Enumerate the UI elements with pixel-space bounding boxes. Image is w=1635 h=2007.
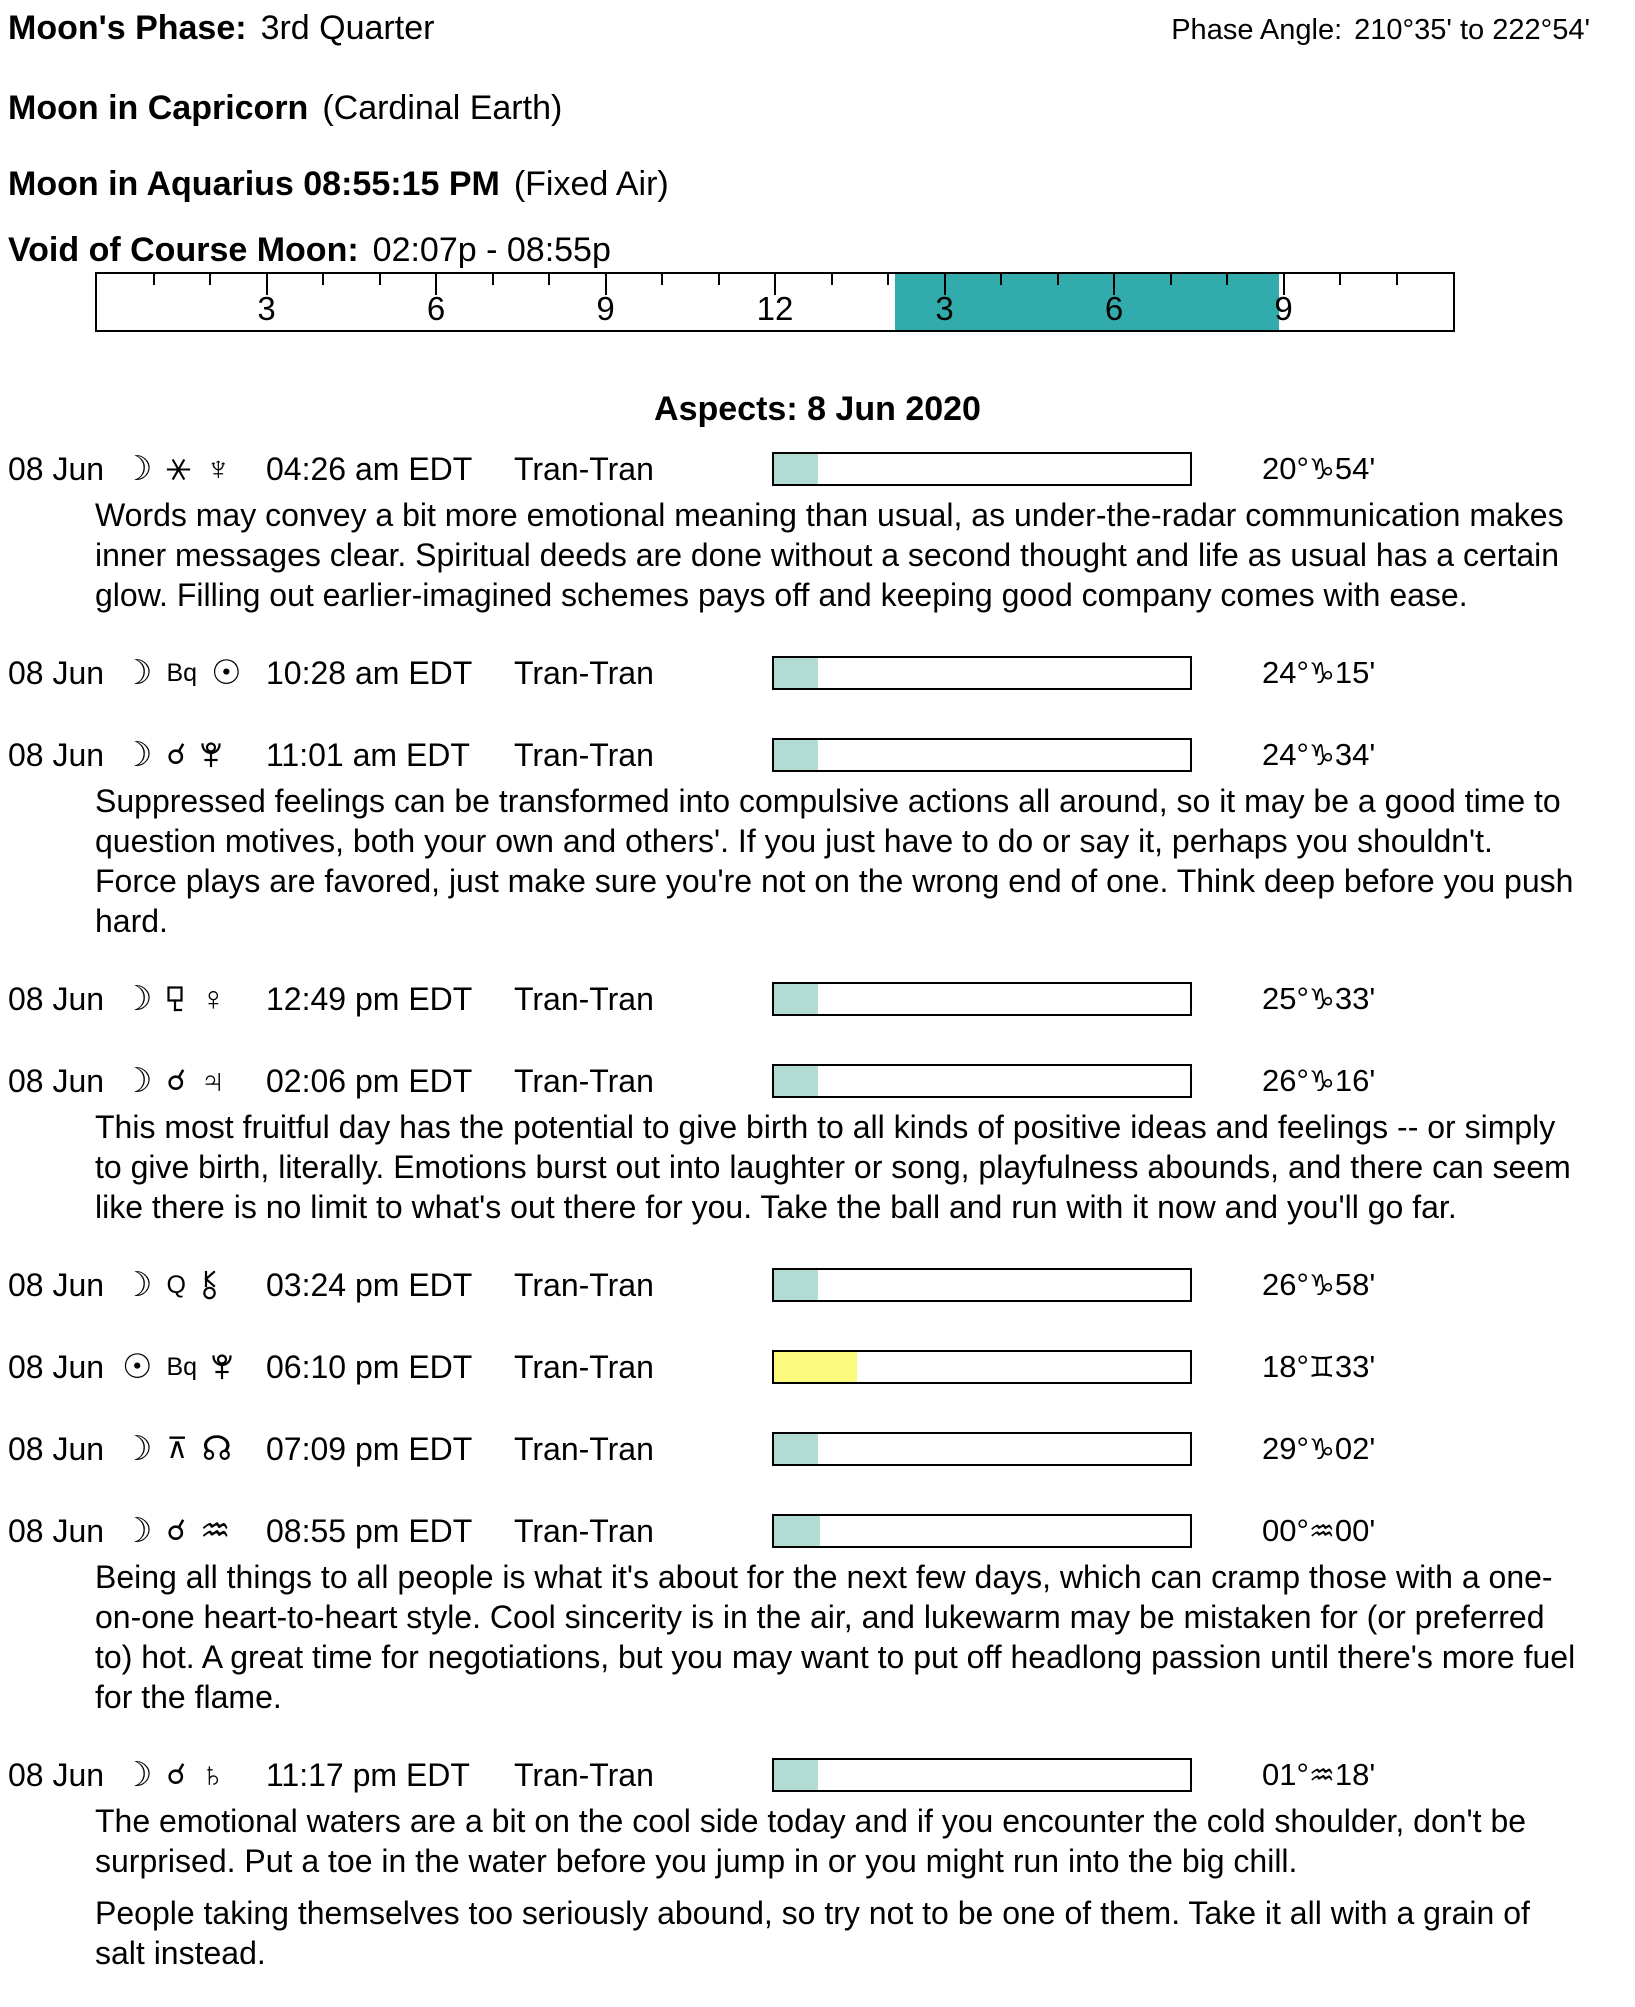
hour-tick — [1396, 274, 1398, 285]
aspect-row — [0, 1751, 1635, 1799]
aspect-interpretation: The emotional waters are a bit on the cool side today and if you encounter the cold shoulder, don't be surprised. Put a toe in the water before you jump in or you might run into the big chill. — [95, 1803, 1527, 1879]
capricorn-icon: ♑ — [1308, 1066, 1335, 1098]
orb-progress-fill — [774, 658, 818, 688]
orb-progress-fill — [774, 1434, 818, 1464]
hour-tick — [718, 274, 720, 285]
aspect-date: 08 Jun — [8, 980, 105, 1017]
moon-icon: ☽ — [122, 450, 153, 488]
pluto-icon — [200, 740, 222, 770]
hour-label: 6 — [1104, 290, 1124, 327]
aspect-date: 08 Jun — [8, 1266, 105, 1303]
hour-label: 9 — [1274, 290, 1293, 327]
aspect-interpretation: Words may convey a bit more emotional meaning than usual, as under-the-radar communication makes inner messages clear. Spiritual deeds are done without a second thought and life as usual has a certain glow. Filling out earlier-imagined schemes pays off and keeping good company comes with ease. — [95, 497, 1564, 613]
aspect-date: 08 Jun — [8, 1430, 105, 1467]
conjunction-icon: ☌ — [166, 1514, 186, 1547]
aspect-row — [0, 1057, 1635, 1105]
sun-icon: ☉ — [211, 654, 242, 692]
sun-icon: ☉ — [122, 1348, 153, 1386]
aspect-time: 07:09 pm EDT — [266, 1430, 473, 1467]
aspect-type: Tran-Tran — [514, 450, 654, 487]
aspects-title: Aspects: 8 Jun 2020 — [654, 390, 981, 428]
chiron-icon — [200, 1270, 220, 1300]
capricorn-icon: ♑ — [1308, 984, 1335, 1016]
capricorn-icon: ♑ — [1308, 1270, 1335, 1302]
moon-sign-label: Moon in Capricorn — [8, 89, 309, 127]
aspect-date: 08 Jun — [8, 1062, 105, 1099]
aspect-type: Tran-Tran — [514, 1756, 654, 1793]
orb-progress-bar — [772, 738, 1192, 772]
orb-progress-fill — [774, 1066, 818, 1096]
aspect-interpretation: Being all things to all people is what it's about for the next few days, which can cramp those with a one-on-one heart-to-heart style. Cool sincerity is in the air, and lukewarm may be mistaken for (or preferred to) hot. A great time for negotiations, but you may want to put off headlong passion until there's more fuel for the flame. — [95, 1559, 1576, 1715]
sesquiquadrate-icon — [166, 985, 186, 1013]
aspect-glyphs — [108, 1350, 266, 1384]
moon-icon: ☽ — [122, 1512, 153, 1550]
moon-sign-line — [8, 88, 1590, 128]
gemini-icon: ♊ — [1308, 1352, 1335, 1384]
moons-phase-line — [8, 8, 434, 48]
aspect-type: Tran-Tran — [514, 654, 654, 691]
hour-tick — [548, 274, 550, 285]
aspect-position: 25°♑33' — [1262, 981, 1376, 1016]
aspect-time: 06:10 pm EDT — [266, 1348, 473, 1385]
hour-tick — [1000, 274, 1002, 285]
orb-progress-bar — [772, 452, 1192, 486]
aspect-date: 08 Jun — [8, 736, 105, 773]
moon-ingress-line — [8, 164, 1590, 204]
moon-icon: ☽ — [122, 980, 153, 1018]
hour-tick — [1226, 274, 1228, 285]
orb-progress-fill — [774, 1760, 818, 1790]
aspect-type: Tran-Tran — [514, 980, 654, 1017]
orb-progress-fill — [774, 1352, 857, 1382]
aspect-time: 10:28 am EDT — [266, 654, 473, 691]
orb-progress-fill — [774, 984, 818, 1014]
aspect-position: 24°♑34' — [1262, 737, 1376, 772]
aspect-interpretation: Suppressed feelings can be transformed into compulsive actions all around, so it may be a good time to question motives, both your own and others'. If you just have to do or say it, perhaps you shouldn't. Force plays are favored, just make sure you're not on the wrong end of one. Think deep before you push hard. — [95, 783, 1574, 939]
header-row-phase — [8, 8, 1590, 50]
orb-progress-bar — [772, 656, 1192, 690]
voc-timeline — [95, 272, 1455, 332]
orb-progress-bar — [772, 1268, 1192, 1302]
aspect-glyphs — [108, 1758, 266, 1792]
moon-icon: ☽ — [122, 1756, 153, 1794]
aquarius-icon: ♒ — [1308, 1516, 1335, 1548]
orb-progress-bar — [772, 1514, 1192, 1548]
conjunction-icon: ☌ — [166, 738, 186, 771]
aspect-interpretation: People taking themselves too seriously abound, so try not to be one of them. Take it all with a grain of salt instead. — [95, 1895, 1530, 1971]
north-node-icon: ☊ — [201, 1430, 232, 1468]
aspect-time: 12:49 pm EDT — [266, 980, 473, 1017]
orb-progress-bar — [772, 1432, 1192, 1466]
aspect-row — [0, 1343, 1635, 1391]
moon-icon: ☽ — [122, 654, 153, 692]
aspect-date: 08 Jun — [8, 450, 105, 487]
quintile-label: Q — [166, 1270, 186, 1299]
moon-icon: ☽ — [122, 1430, 153, 1468]
voc-line — [8, 230, 1590, 270]
hour-label: 3 — [257, 290, 276, 327]
aspect-glyphs — [108, 982, 266, 1016]
aspect-type: Tran-Tran — [514, 1062, 654, 1099]
aspect-type: Tran-Tran — [514, 1430, 654, 1467]
quincunx-icon: ⊼ — [166, 1432, 188, 1465]
aspect-position: 18°♊33' — [1262, 1349, 1376, 1384]
aspect-list — [0, 445, 1635, 1973]
orb-progress-fill — [774, 1270, 818, 1300]
hour-label: 6 — [426, 290, 446, 327]
aspect-time: 04:26 am EDT — [266, 450, 473, 487]
sextile-icon — [166, 457, 191, 482]
aspect-glyphs — [108, 452, 266, 486]
orb-progress-bar — [772, 982, 1192, 1016]
orb-progress-fill — [774, 740, 818, 770]
moon-sign-note: (Cardinal Earth) — [322, 89, 563, 127]
aspect-position: 24°♑15' — [1262, 655, 1376, 690]
aspect-date: 08 Jun — [8, 1348, 105, 1385]
aspect-date: 08 Jun — [8, 1512, 105, 1549]
aspect-row — [0, 1261, 1635, 1309]
capricorn-icon: ♑ — [1308, 740, 1335, 772]
aspect-time: 11:17 pm EDT — [266, 1756, 470, 1793]
hour-label: 12 — [756, 290, 794, 327]
conjunction-icon: ☌ — [166, 1758, 186, 1791]
hour-label: 9 — [596, 290, 615, 327]
hour-tick — [661, 274, 663, 285]
aspect-time: 02:06 pm EDT — [266, 1062, 473, 1099]
aspect-time: 08:55 pm EDT — [266, 1512, 473, 1549]
aspect-type: Tran-Tran — [514, 1512, 654, 1549]
voc-label: Void of Course Moon: — [8, 231, 359, 269]
moon-icon: ☽ — [122, 1062, 153, 1100]
saturn-icon: ♄ — [199, 1756, 226, 1794]
aspect-glyphs — [108, 1064, 266, 1098]
aspect-glyphs — [108, 656, 266, 690]
aspect-glyphs — [108, 1514, 266, 1548]
jupiter-icon: ♃ — [199, 1062, 226, 1100]
hour-tick — [492, 274, 494, 285]
aspect-row — [0, 975, 1635, 1023]
aquarius-icon: ♒ — [1308, 1760, 1335, 1792]
aspect-interpretation: This most fruitful day has the potential to give birth to all kinds of positive ideas and feelings -- or simply to give birth, literally. Emotions burst out into laughter or song, playfulness abounds, and there can seem like there is no limit to what's out there for you. Take the ball and run with it now and you'll go far. — [95, 1109, 1571, 1225]
aspect-row — [0, 445, 1635, 493]
orb-progress-fill — [774, 1516, 820, 1546]
voc-value: 02:07p - 08:55p — [372, 231, 611, 269]
aspect-date: 08 Jun — [8, 654, 105, 691]
aspect-row — [0, 1425, 1635, 1473]
aspect-row — [0, 731, 1635, 779]
phase-angle-value: 210°35' to 222°54' — [1354, 14, 1590, 46]
hour-tick — [322, 274, 324, 285]
pluto-icon — [211, 1352, 233, 1382]
orb-progress-bar — [772, 1758, 1192, 1792]
aspect-type: Tran-Tran — [514, 736, 654, 773]
hour-label: 3 — [935, 290, 954, 327]
aspect-glyphs — [108, 1268, 266, 1302]
biquintile-label: Bq — [166, 1352, 198, 1381]
neptune-icon: ♆ — [205, 450, 231, 488]
biquintile-label: Bq — [166, 658, 198, 687]
phase-angle-label: Phase Angle: — [1171, 14, 1343, 46]
aspect-glyphs — [108, 1432, 266, 1466]
aspect-row — [0, 1507, 1635, 1555]
orb-progress-bar — [772, 1350, 1192, 1384]
hour-tick — [1057, 274, 1059, 285]
aspect-position: 29°♑02' — [1262, 1431, 1376, 1466]
aspect-time: 11:01 am EDT — [266, 736, 470, 773]
hour-tick — [831, 274, 833, 285]
aspect-time: 03:24 pm EDT — [266, 1266, 473, 1303]
aspect-type: Tran-Tran — [514, 1348, 654, 1385]
hour-tick — [887, 274, 889, 285]
aspect-glyphs — [108, 738, 266, 772]
moon-icon: ☽ — [122, 736, 153, 774]
aspect-position: 26°♑16' — [1262, 1063, 1376, 1098]
aspect-position: 20°♑54' — [1262, 451, 1376, 486]
hour-tick — [209, 274, 211, 285]
orb-progress-fill — [774, 454, 818, 484]
aspect-position: 00°♒00' — [1262, 1513, 1376, 1548]
moons-phase-label: Moon's Phase: — [8, 9, 247, 47]
conjunction-icon: ☌ — [166, 1064, 186, 1097]
aspect-type: Tran-Tran — [514, 1266, 654, 1303]
aspect-position: 26°♑58' — [1262, 1267, 1376, 1302]
capricorn-icon: ♑ — [1308, 454, 1335, 486]
moons-phase-value: 3rd Quarter — [260, 9, 435, 47]
moon-ingress-label: Moon in Aquarius 08:55:15 PM — [8, 165, 500, 203]
hour-tick — [1339, 274, 1341, 285]
venus-icon: ♀ — [200, 980, 226, 1018]
moon-ingress-note: (Fixed Air) — [513, 165, 669, 203]
aspect-row — [0, 649, 1635, 697]
hour-tick — [1170, 274, 1172, 285]
aspect-position: 01°♒18' — [1262, 1757, 1376, 1792]
astrology-report-page — [0, 8, 1635, 2007]
capricorn-icon: ♑ — [1308, 658, 1335, 690]
hour-tick — [153, 274, 155, 285]
phase-angle-line — [1171, 8, 1590, 50]
orb-progress-bar — [772, 1064, 1192, 1098]
aquarius-icon: ♒ — [199, 1512, 231, 1550]
hour-tick — [379, 274, 381, 285]
moon-icon: ☽ — [122, 1266, 153, 1304]
capricorn-icon: ♑ — [1308, 1434, 1335, 1466]
aspect-date: 08 Jun — [8, 1756, 105, 1793]
